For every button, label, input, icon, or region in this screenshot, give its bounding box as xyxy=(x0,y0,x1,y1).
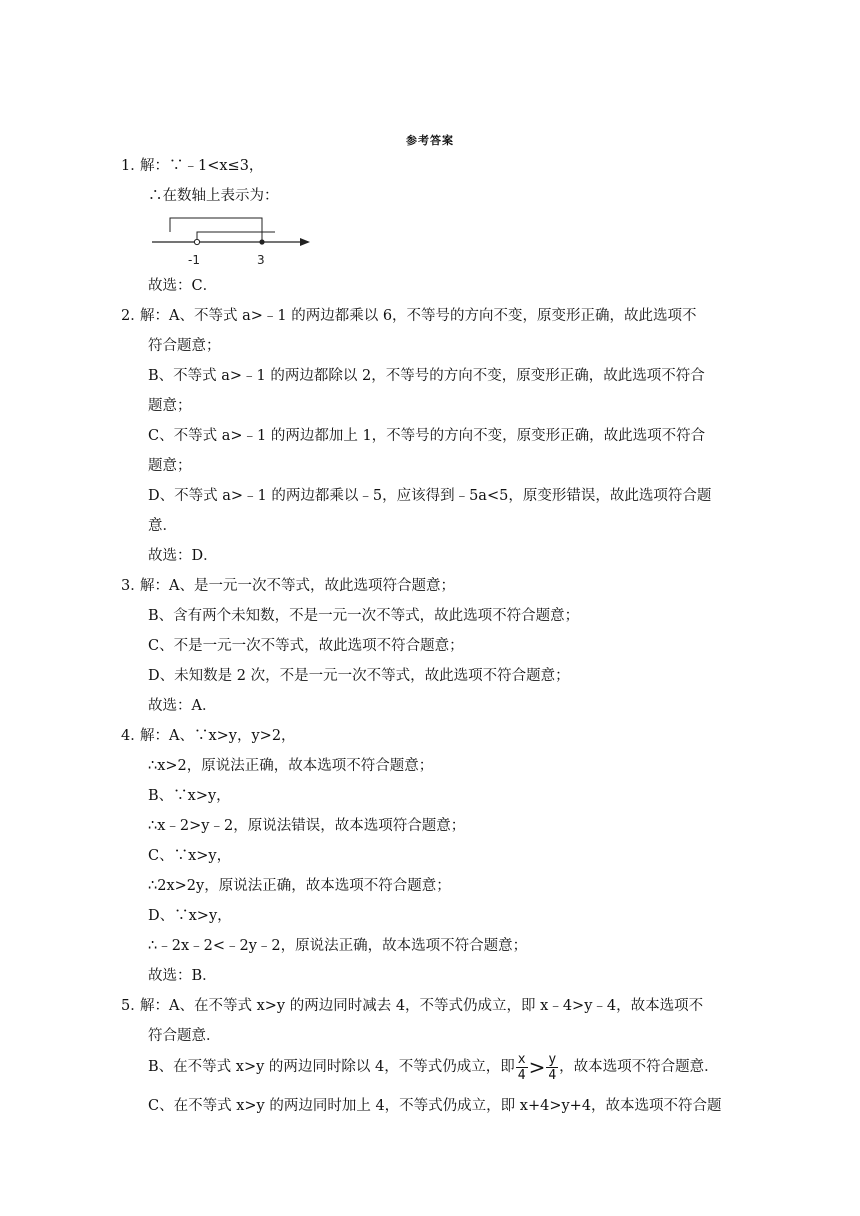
question-number: 2． xyxy=(121,308,145,324)
q2-b-line2: 题意； xyxy=(148,398,192,414)
number-line-figure xyxy=(150,212,315,267)
q5-b-post: ，故本选项不符合题意． xyxy=(559,1059,719,1075)
q2-d-line1: D、不等式 a>﹣1 的两边都乘以﹣5，应该得到﹣5a<5，原变形错误，故此选项符合题 xyxy=(148,488,712,504)
q5-c-line1: C、在不等式 x>y 的两边同时加上 4，不等式仍成立，即 x+4>y+4，故本选项不符合题 xyxy=(148,1098,722,1114)
q4-line: ∴﹣2x﹣2<﹣2y﹣2，原说法正确，故本选项不符合题意； xyxy=(148,938,528,954)
fraction-denominator: 4 xyxy=(517,1067,526,1083)
q2-a-line2: 符合题意； xyxy=(148,338,221,354)
question-number: 1． xyxy=(121,158,145,174)
page-title: 参考答案 xyxy=(406,134,454,147)
q3-answer: 故选：A． xyxy=(148,698,217,714)
q4-line: D、∵x>y， xyxy=(148,908,232,924)
q4-answer: 故选：B． xyxy=(148,968,217,984)
q2-c-line2: 题意； xyxy=(148,458,192,474)
greater-than-sign: > xyxy=(528,1055,546,1079)
axis-arrow xyxy=(300,238,310,246)
fraction-denominator: 4 xyxy=(548,1067,557,1083)
q5-b-pre: B、在不等式 x>y 的两边同时除以 4，不等式仍成立，即 xyxy=(148,1059,515,1075)
fraction-y-over-4 xyxy=(546,1052,558,1083)
q3-a: 解：A、是一元一次不等式，故此选项符合题意； xyxy=(140,578,455,594)
open-point-neg1 xyxy=(194,239,199,244)
q4-line: 解：A、∵x>y，y>2， xyxy=(140,728,296,744)
axis-label-neg1: -1 xyxy=(188,253,200,267)
interval-marker-2 xyxy=(170,218,262,242)
fraction-numerator: x xyxy=(517,1051,526,1067)
closed-point-3 xyxy=(259,239,264,244)
q4-line: ∴x﹣2>y﹣2，原说法错误，故本选项符合题意； xyxy=(148,818,466,834)
axis-label-3: 3 xyxy=(257,253,265,267)
q1-line1: 解：∵﹣1<x≤3， xyxy=(140,158,264,174)
q5-a-line2: 符合题意． xyxy=(148,1028,221,1044)
q4-line: C、∵x>y， xyxy=(148,848,232,864)
fraction-numerator: y xyxy=(548,1051,557,1067)
question-number: 5． xyxy=(121,998,145,1014)
q3-d: D、未知数是 2 次，不是一元一次不等式，故此选项不符合题意； xyxy=(148,668,570,684)
question-number: 4． xyxy=(121,728,145,744)
q5-b-line xyxy=(148,1050,719,1084)
q2-a-line1: 解：A、不等式 a>﹣1 的两边都乘以 6，不等号的方向不变，原变形正确，故此选项不 xyxy=(140,308,697,324)
q4-line: ∴x>2，原说法正确，故本选项不符合题意； xyxy=(148,758,434,774)
q1-answer: 故选：C． xyxy=(148,278,218,294)
q3-c: C、不是一元一次不等式，故此选项不符合题意； xyxy=(148,638,464,654)
q2-answer: 故选：D． xyxy=(148,548,218,564)
q5-a-line1: 解：A、在不等式 x>y 的两边同时减去 4，不等式仍成立，即 x﹣4>y﹣4，故本选项不 xyxy=(140,998,704,1014)
fraction-x-over-4 xyxy=(516,1052,528,1083)
q4-line: ∴2x>2y，原说法正确，故本选项不符合题意； xyxy=(148,878,451,894)
q2-c-line1: C、不等式 a>﹣1 的两边都加上 1，不等号的方向不变，原变形正确，故此选项不符合 xyxy=(148,428,706,444)
q2-b-line1: B、不等式 a>﹣1 的两边都除以 2，不等号的方向不变，原变形正确，故此选项不符合 xyxy=(148,368,705,384)
q2-d-line2: 意． xyxy=(148,518,177,534)
question-number: 3． xyxy=(121,578,145,594)
q3-b: B、含有两个未知数，不是一元一次不等式，故此选项不符合题意； xyxy=(148,608,580,624)
q4-line: B、∵x>y， xyxy=(148,788,231,804)
q1-line2: ∴在数轴上表示为： xyxy=(148,188,279,204)
